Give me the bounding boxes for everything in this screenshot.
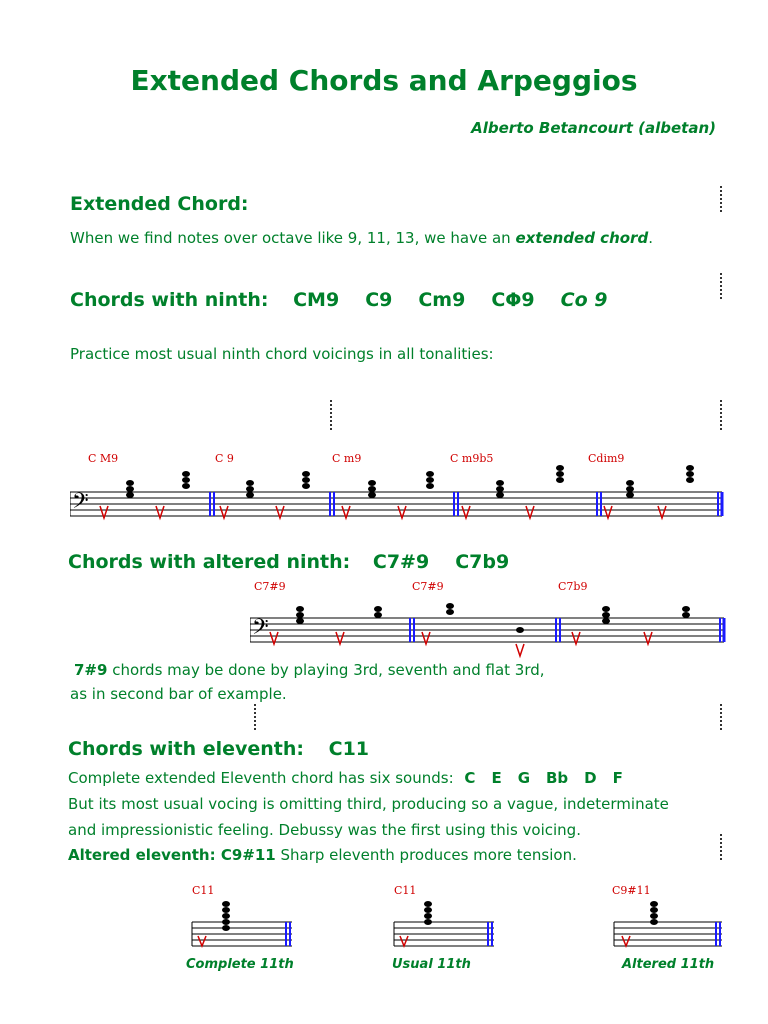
note-name: E bbox=[491, 769, 502, 787]
note-name: F bbox=[612, 769, 623, 787]
caption-altered-11th: Altered 11th bbox=[622, 957, 715, 972]
note-name: G bbox=[517, 769, 530, 787]
extended-chord-heading: Extended Chord: bbox=[70, 193, 249, 215]
ninth-heading bbox=[70, 289, 634, 311]
eleventh-heading bbox=[68, 738, 369, 760]
note-text: chords may be done by playing 3rd, seventh and flat 3rd, bbox=[107, 661, 545, 679]
staff-chord-label: C m9b5 bbox=[450, 452, 494, 465]
altered-ninth-heading bbox=[68, 551, 535, 573]
altered-eleventh-label: Altered eleventh: C9#11 bbox=[68, 846, 276, 864]
chord-name: Cm9 bbox=[418, 289, 466, 311]
eleventh-heading-label: Chords with eleventh: bbox=[68, 738, 304, 760]
author-name: Alberto Betancourt (albetan) bbox=[471, 119, 716, 137]
note-name: Bb bbox=[546, 769, 569, 787]
text-part: When we find notes over octave like 9, 11, 13, we have an bbox=[70, 229, 516, 247]
extended-chord-text bbox=[70, 229, 653, 247]
staff-chord-label: C M9 bbox=[88, 452, 119, 465]
staff-chord-label: C 9 bbox=[215, 452, 234, 465]
text-part: . bbox=[648, 229, 653, 247]
altered-ninth-heading-label: Chords with altered ninth: bbox=[68, 551, 351, 573]
staff-chord-label: C7#9 bbox=[412, 580, 444, 593]
note-bold: 7#9 bbox=[74, 661, 108, 679]
staff-chord-label: C11 bbox=[192, 884, 215, 897]
eleventh-line2: But its most usual vocing is omitting third, producing so a vague, indeterminate bbox=[68, 795, 669, 813]
altered-ninth-note-line2: as in second bar of example. bbox=[70, 685, 287, 703]
margin-dots bbox=[254, 704, 258, 730]
altered-11th-staff bbox=[610, 882, 728, 952]
staff-chord-label: C11 bbox=[394, 884, 417, 897]
bass-clef-icon: 𝄢 bbox=[252, 615, 269, 645]
staff-chord-label: C7#9 bbox=[254, 580, 286, 593]
chord-name: CΦ9 bbox=[491, 289, 535, 311]
chord-name: CM9 bbox=[293, 289, 340, 311]
text-part: Sharp eleventh produces more tension. bbox=[275, 846, 577, 864]
chord-name: C7b9 bbox=[455, 551, 510, 573]
caption-usual-11th: Usual 11th bbox=[392, 957, 471, 972]
ninth-chords-staff bbox=[70, 448, 730, 530]
ninth-heading-label: Chords with ninth: bbox=[70, 289, 269, 311]
margin-dots bbox=[720, 400, 724, 430]
eleventh-line4 bbox=[68, 846, 577, 864]
ninth-practice-text: Practice most usual ninth chord voicings in all tonalities: bbox=[70, 345, 494, 363]
chord-name: C7#9 bbox=[372, 551, 430, 573]
complete-11th-staff bbox=[188, 882, 298, 952]
text-part: Complete extended Eleventh chord has six sounds: bbox=[68, 769, 454, 787]
note-name: C bbox=[464, 769, 476, 787]
bass-clef-icon: 𝄢 bbox=[72, 489, 89, 519]
staff-chord-label: C7b9 bbox=[558, 580, 588, 593]
staff-chord-label: C9#11 bbox=[612, 884, 651, 897]
margin-dots bbox=[720, 834, 724, 860]
margin-dots bbox=[330, 400, 334, 430]
staff-chord-label: C m9 bbox=[332, 452, 362, 465]
altered-ninth-staff bbox=[250, 578, 730, 660]
margin-dots bbox=[720, 273, 724, 299]
usual-11th-staff bbox=[390, 882, 500, 952]
margin-dots bbox=[720, 704, 724, 730]
altered-ninth-note-line1 bbox=[74, 661, 545, 679]
chord-name: Co 9 bbox=[560, 289, 608, 311]
eleventh-line1 bbox=[68, 769, 639, 787]
staff-chord-label: Cdim9 bbox=[588, 452, 625, 465]
chord-name: C11 bbox=[328, 738, 370, 760]
chord-name: C9 bbox=[365, 289, 393, 311]
margin-dots bbox=[720, 186, 724, 212]
caption-complete-11th: Complete 11th bbox=[186, 957, 294, 972]
note-name: D bbox=[584, 769, 597, 787]
page-title: Extended Chords and Arpeggios bbox=[130, 64, 638, 97]
eleventh-line3: and impressionistic feeling. Debussy was the first using this voicing. bbox=[68, 821, 581, 839]
text-emphasis: extended chord bbox=[515, 229, 649, 247]
